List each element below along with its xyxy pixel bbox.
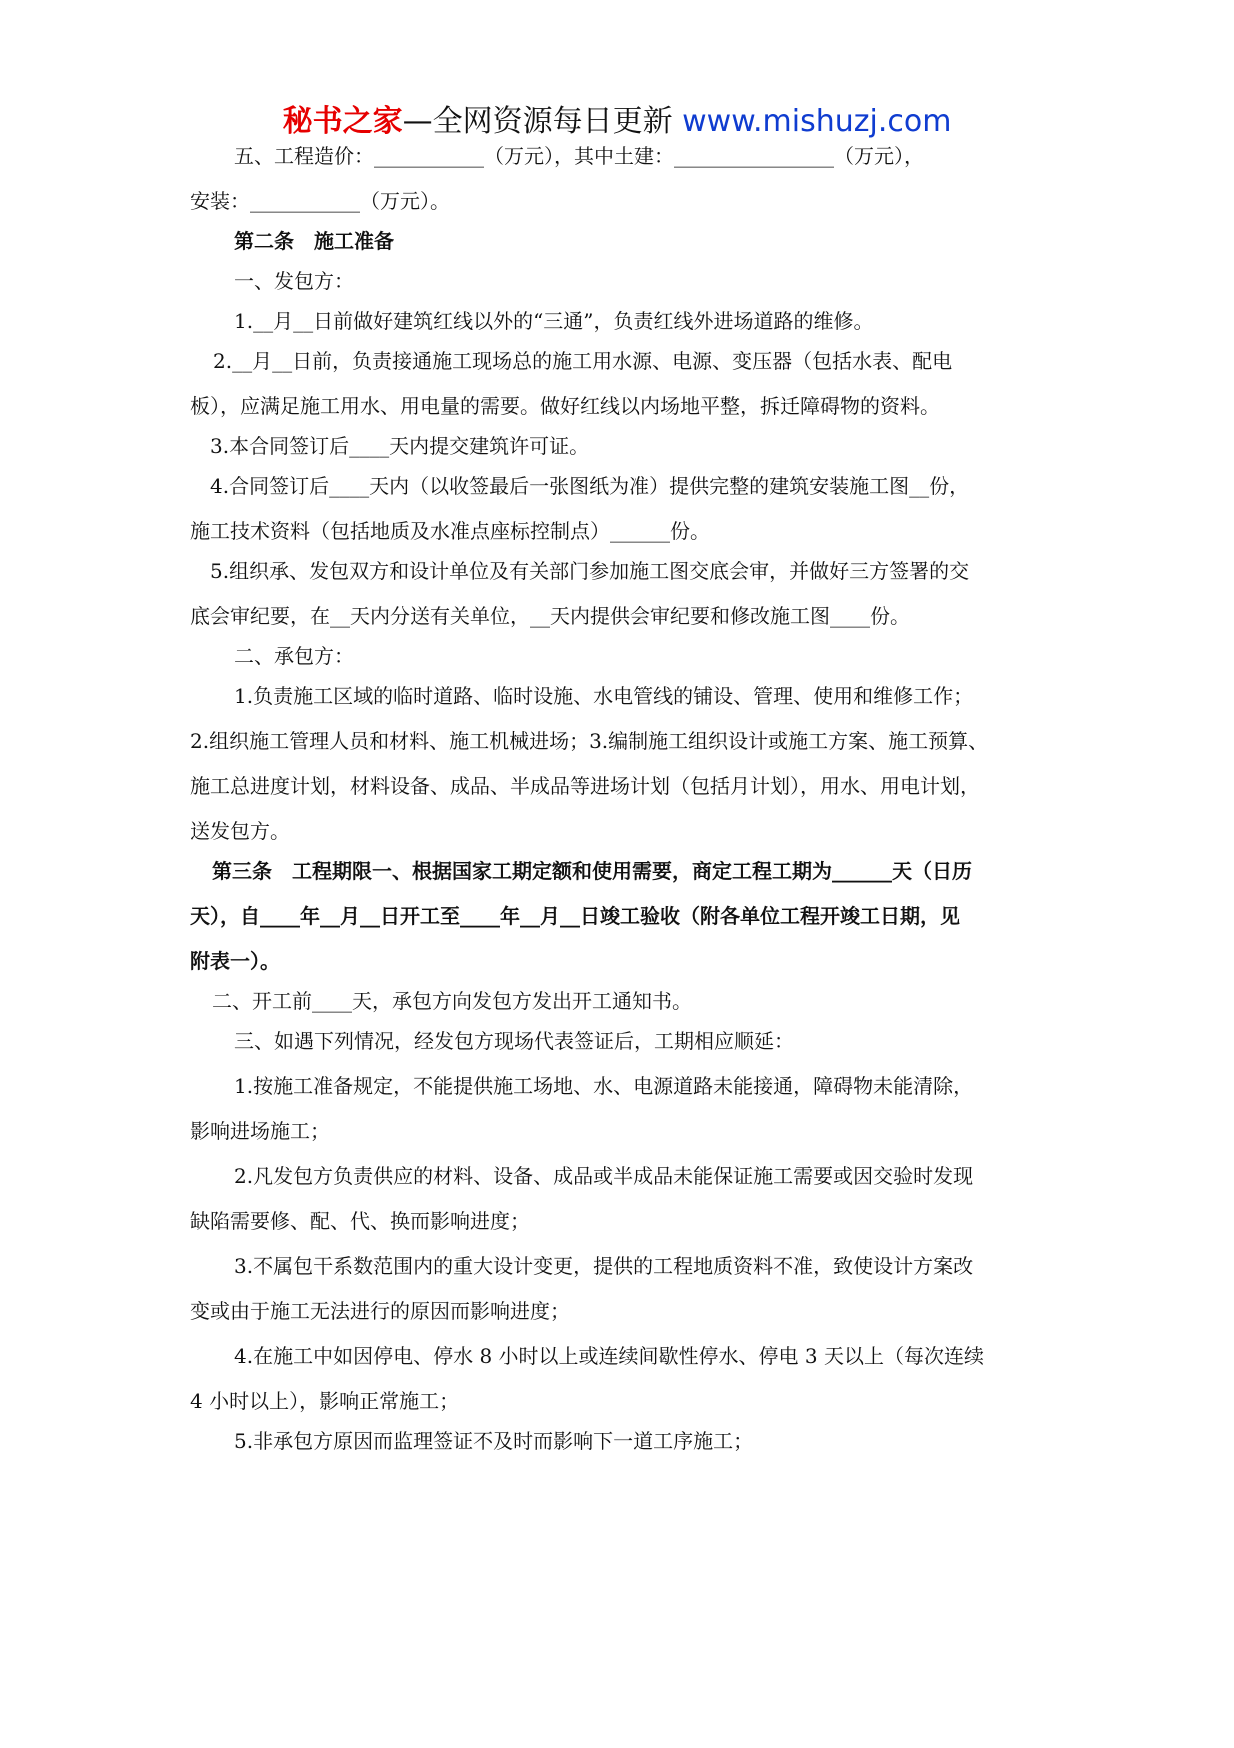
paragraph-line: 2.组织施工管理人员和材料、施工机械进场；3.编制施工组织设计或施工方案、施工预算、 xyxy=(190,729,989,753)
section-heading: 第二条 施工准备 xyxy=(234,229,394,253)
paragraph-line: 3.不属包干系数范围内的重大设计变更，提供的工程地质资料不准，致使设计方案改 xyxy=(234,1254,974,1278)
paragraph-line: 施工技术资料（包括地质及水准点座标控制点）______份。 xyxy=(190,519,710,543)
paragraph-line: 二、承包方： xyxy=(234,644,354,668)
paragraph-line: 施工总进度计划，材料设备、成品、半成品等进场计划（包括月计划），用水、用电计划， xyxy=(190,774,980,798)
paragraph-line: 4.合同签订后____天内（以收签最后一张图纸为准）提供完整的建筑安装施工图__份， xyxy=(210,474,970,498)
paragraph-line: 4.在施工中如因停电、停水 8 小时以上或连续间歇性停水、停电 3 天以上（每次连续 xyxy=(234,1344,984,1368)
paragraph-line: 2.凡发包方负责供应的材料、设备、成品或半成品未能保证施工需要或因交验时发现 xyxy=(234,1164,974,1188)
paragraph-line: 5.组织承、发包双方和设计单位及有关部门参加施工图交底会审，并做好三方签署的交 xyxy=(210,559,970,583)
paragraph-line: 安装：___________（万元）。 xyxy=(190,189,450,213)
paragraph-line: 1.__月__日前做好建筑红线以外的“三通”，负责红线外进场道路的维修。 xyxy=(234,309,874,333)
site-url[interactable]: www.mishuzj.com xyxy=(682,104,952,139)
paragraph-line: 1.按施工准备规定，不能提供施工场地、水、电源道路未能接通，障碍物未能清除， xyxy=(234,1074,974,1098)
paragraph-line: 4 小时以上），影响正常施工； xyxy=(190,1389,460,1413)
paragraph-line: 板），应满足施工用水、用电量的需要。做好红线以内场地平整，拆迁障碍物的资料。 xyxy=(190,394,940,418)
paragraph-line: 5.非承包方原因而监理签证不及时而影响下一道工序施工； xyxy=(234,1429,754,1453)
paragraph-line: 附表一）。 xyxy=(190,949,280,973)
header-banner xyxy=(0,100,1234,144)
paragraph-line: 五、工程造价：___________（万元），其中土建：________________（万元）， xyxy=(234,144,924,168)
paragraph-line: 一、发包方： xyxy=(234,269,354,293)
paragraph-line: 3.本合同签订后____天内提交建筑许可证。 xyxy=(210,434,590,458)
section-heading: 第三条 工程期限一、根据国家工期定额和使用需要，商定工程工期为______天（日历 xyxy=(212,859,972,883)
paragraph-line: 送发包方。 xyxy=(190,819,290,843)
paragraph-line: 缺陷需要修、配、代、换而影响进度； xyxy=(190,1209,530,1233)
brand-name: 秘书之家 xyxy=(282,104,403,139)
header-slogan: —全网资源每日更新 xyxy=(402,104,673,139)
paragraph-line: 二、开工前____天，承包方向发包方发出开工通知书。 xyxy=(212,989,692,1013)
paragraph-line: 变或由于施工无法进行的原因而影响进度； xyxy=(190,1299,570,1323)
paragraph-line: 影响进场施工； xyxy=(190,1119,330,1143)
paragraph-line: 底会审纪要，在__天内分送有关单位，__天内提供会审纪要和修改施工图____份。 xyxy=(190,604,910,628)
paragraph-line: 1.负责施工区域的临时道路、临时设施、水电管线的铺设、管理、使用和维修工作； xyxy=(234,684,974,708)
paragraph-line: 天），自____年__月__日开工至____年__月__日竣工验收（附各单位工程开竣工日期，见 xyxy=(190,904,960,928)
paragraph-line: 三、如遇下列情况，经发包方现场代表签证后，工期相应顺延： xyxy=(234,1029,794,1053)
paragraph-line: 2.__月__日前，负责接通施工现场总的施工用水源、电源、变压器（包括水表、配电 xyxy=(213,349,953,373)
